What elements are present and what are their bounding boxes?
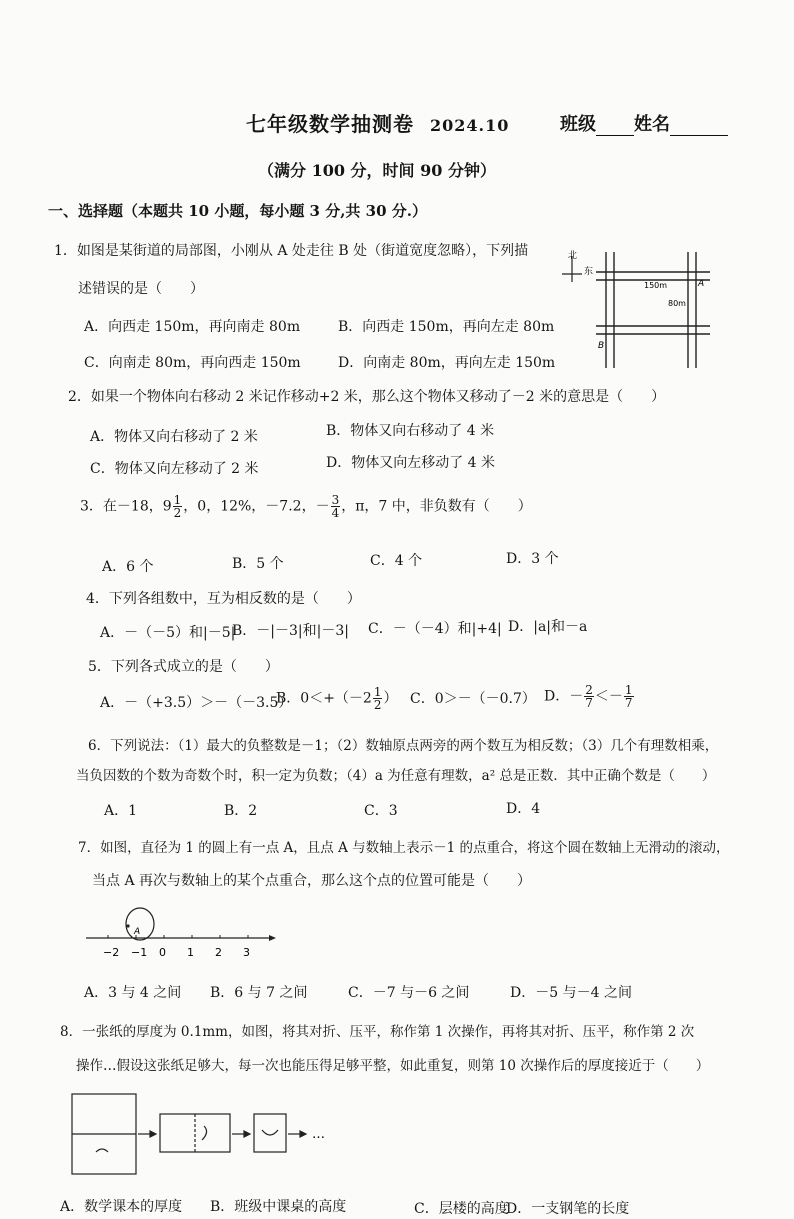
q4-option-b[interactable]: B．－|－3|和|－3|	[232, 623, 349, 639]
exam-subtitle: （满分 100 分，时间 90 分钟）	[258, 161, 496, 180]
east-label: 东	[584, 267, 594, 277]
q8-option-a[interactable]: A．数学课本的厚度	[60, 1199, 183, 1215]
q7-option-c[interactable]: C．－7 与－6 之间	[348, 985, 470, 1001]
q5-d-fraction-1: $\frac{2}{7}$	[585, 683, 593, 710]
q2-option-a[interactable]: A．物体又向右移动了 2 米	[90, 429, 258, 445]
title-text: 七年级数学抽测卷	[246, 112, 414, 136]
length-150-label: 150m	[644, 281, 668, 290]
q6-option-c[interactable]: C．3	[364, 803, 398, 819]
axis-tick-label: −2	[103, 946, 120, 959]
q3-stem-part2: ，0，12%，－7.2，－	[183, 498, 330, 515]
arrow-3-icon	[300, 1131, 306, 1137]
q3-option-d[interactable]: D．3 个	[506, 551, 559, 567]
street-lines	[596, 252, 710, 368]
q1-option-a[interactable]: A．向西走 150m，再向南走 80m	[84, 319, 301, 335]
q8-option-c[interactable]: C．层楼的高度	[414, 1201, 509, 1217]
q1-option-d[interactable]: D．向南走 80m，再向左走 150m	[338, 355, 556, 371]
q3-stem-part1: 3．在－18，9	[80, 498, 172, 515]
q6-option-b[interactable]: B．2	[224, 803, 258, 819]
axis-tick-label: 2	[215, 946, 222, 959]
q7-option-b[interactable]: B．6 与 7 之间	[210, 985, 308, 1001]
point-a-dot	[126, 924, 129, 927]
student-info	[560, 110, 728, 136]
arrow-2-icon	[244, 1131, 250, 1137]
q3-fraction-half: $\frac{1}{2}$	[173, 493, 182, 520]
q2-option-b[interactable]: B．物体又向右移动了 4 米	[326, 423, 495, 439]
q5-option-a[interactable]: A．－（+3.5）＞－（－3.5）	[100, 695, 293, 711]
point-a-label: A	[698, 279, 705, 289]
q8-option-d[interactable]: D．一支钢笔的长度	[506, 1201, 630, 1217]
q1-street-map	[560, 244, 720, 374]
q1-stem-line1: 1．如图是某街道的局部图，小刚从 A 处走往 B 处（街道宽度忽略），下列描	[54, 243, 529, 259]
q6-stem-line2: 当负因数的个数为奇数个时，积一定为负数；（4）a 为任意有理数，a² 总是正数．其中正确个数是（ ）	[76, 768, 716, 784]
q2-option-d[interactable]: D．物体又向左移动了 4 米	[326, 455, 496, 471]
q3-option-a[interactable]: A．6 个	[102, 559, 154, 575]
q8-stem-line1: 8．一张纸的厚度为 0.1mm，如图，将其对折、压平，称作第 1 次操作，再将其对折、压平，称作第 2 次	[60, 1024, 695, 1040]
q3-fraction-three-quarters: $\frac{3}{4}$	[331, 493, 340, 520]
q5-d-fraction-2: $\frac{1}{7}$	[624, 683, 633, 710]
q1-option-c[interactable]: C．向南走 80m，再向西走 150m	[84, 355, 301, 371]
name-label: 姓名	[634, 114, 670, 135]
q5-b-fraction: $\frac{1}{2}$	[373, 685, 382, 712]
q1-stem-line2: 述错误的是（ ）	[78, 281, 204, 297]
q6-stem-line1: 6．下列说法：（1）最大的负整数是－1；（2）数轴原点两旁的两个数互为相反数；（3）几个有理数相乘，	[88, 738, 719, 754]
q2-option-c[interactable]: C．物体又向左移动了 2 米	[90, 461, 259, 477]
q4-option-c[interactable]: C．－（－4）和|+4|	[368, 621, 502, 637]
north-label: 北	[568, 251, 578, 261]
q7-option-a[interactable]: A．3 与 4 之间	[84, 985, 182, 1001]
q4-option-a[interactable]: A．－（－5）和|－5|	[100, 625, 236, 641]
axis-tick-label: −1	[131, 946, 148, 959]
name-blank[interactable]	[670, 135, 728, 136]
axis-arrow-icon	[269, 935, 276, 941]
q1-option-b[interactable]: B．向西走 150m，再向左走 80m	[338, 319, 555, 335]
axis-tick-label: 1	[187, 946, 194, 959]
paper-curl-3	[262, 1130, 278, 1135]
q7-stem-line1: 7．如图，直径为 1 的圆上有一点 A，且点 A 与数轴上表示－1 的点重合，将这个圆在数轴上无滑动的滚动，	[78, 840, 730, 856]
q5-option-b[interactable]: B．0＜+（－2 $\frac{1}{2}$ ）	[276, 685, 398, 712]
length-80-label: 80m	[668, 299, 686, 308]
q5-option-d[interactable]: D．－ $\frac{2}{7}$ ＜－ $\frac{1}{7}$	[544, 683, 633, 710]
paper-curl-1	[96, 1149, 108, 1152]
q8-option-b[interactable]: B．班级中课桌的高度	[210, 1199, 347, 1215]
q8-stem-line2: 操作…假设这张纸足够大，每一次也能压得足够平整，如此重复，则第 10 次操作后的厚度接近于（ ）	[76, 1058, 710, 1074]
q5-option-c[interactable]: C．0＞－（－0.7）	[410, 691, 536, 707]
q8-ellipsis: …	[312, 1127, 325, 1142]
q3-option-c[interactable]: C．4 个	[370, 553, 423, 569]
axis-tick-label: 0	[159, 946, 166, 959]
paper-quarter	[254, 1114, 286, 1152]
section-title: 一、选择题（本题共 10 小题，每小题 3 分,共 30 分.）	[48, 202, 427, 220]
q3-stem	[80, 494, 532, 519]
arrow-1-icon	[150, 1131, 156, 1137]
class-label: 班级	[560, 114, 596, 135]
q7-number-line	[80, 898, 290, 964]
q7-option-d[interactable]: D．－5 与－4 之间	[510, 985, 632, 1001]
q4-stem: 4．下列各组数中，互为相反数的是（ ）	[86, 591, 361, 607]
q7-stem-line2: 当点 A 再次与数轴上的某个点重合，那么这个点的位置可能是（ ）	[92, 873, 532, 889]
q6-option-a[interactable]: A．1	[104, 803, 138, 819]
q7-point-a-label: A	[134, 927, 141, 937]
q6-option-d[interactable]: D．4	[506, 801, 541, 817]
point-b-label: B	[598, 341, 605, 351]
class-blank[interactable]	[596, 135, 634, 136]
exam-date: 2024.10	[429, 116, 510, 135]
axis-tick-label: 3	[243, 946, 250, 959]
q4-option-d[interactable]: D．|a|和－a	[508, 619, 588, 635]
q3-stem-part3: ，π，7 中，非负数有（ ）	[341, 498, 532, 515]
exam-title	[246, 108, 509, 137]
q3-option-b[interactable]: B．5 个	[232, 556, 284, 572]
q5-stem: 5．下列各式成立的是（ ）	[88, 659, 279, 675]
q2-stem: 2．如果一个物体向右移动 2 米记作移动+2 米，那么这个物体又移动了－2 米的意思是（ ）	[68, 389, 666, 405]
paper-curl-2	[202, 1126, 207, 1140]
q8-folding-diagram	[68, 1090, 358, 1180]
